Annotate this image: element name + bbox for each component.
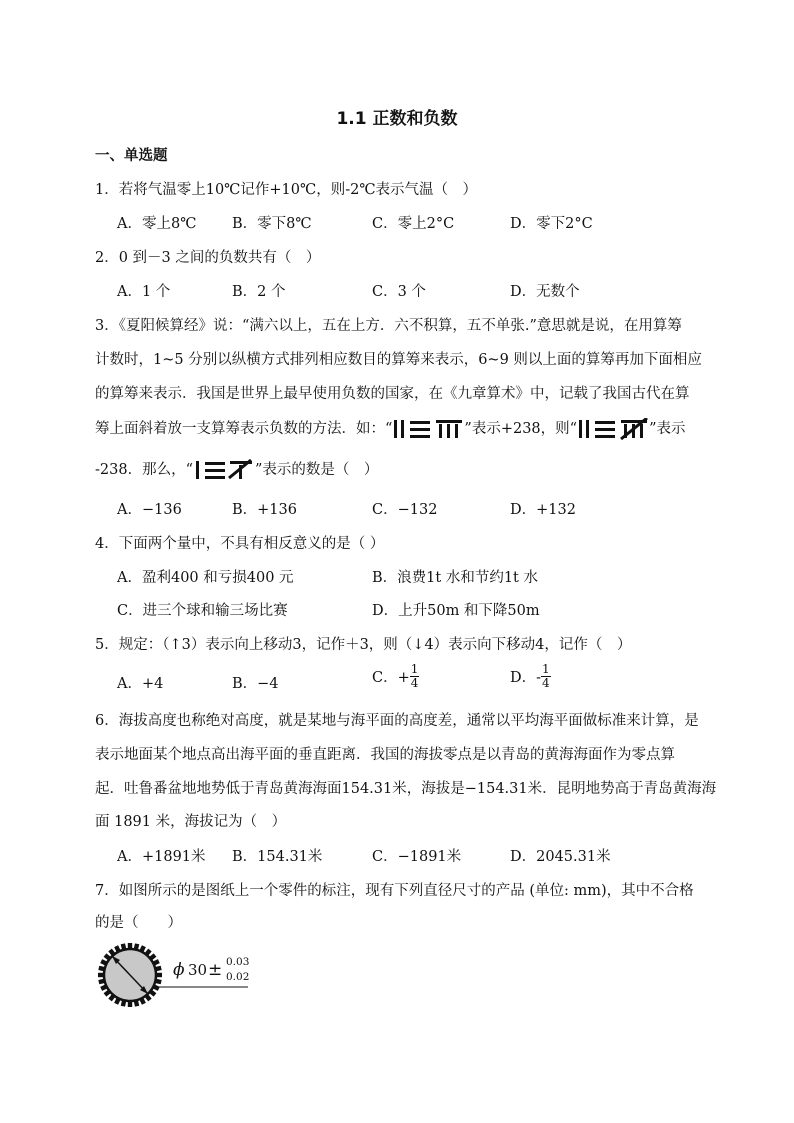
q5-option-a: A．+4 [117,676,164,692]
question-4-stem: 4．下面两个量中，不具有相反意义的是（ ） [95,536,385,552]
q4-option-c: C．进三个球和输三场比赛 [117,603,288,619]
q3-line4-text-c: ”表示 [649,421,686,437]
fraction-denominator: 4 [410,676,419,690]
q5-option-d-fraction [541,663,551,690]
q2-option-d: D．无数个 [510,284,580,300]
question-1-stem: 1．若将气温零上10℃记作+10℃，则-2℃表示气温（ ） [95,182,478,198]
question-6-line-3: 起．吐鲁番盆地地势低于青岛黄海海面154.31米，海拔是−154.31米．昆明地势高于青岛黄海海 [95,781,717,797]
q4-option-b: B．浪费1t 水和节约1t 水 [372,570,538,586]
section-heading: 一、单选题 [95,148,168,164]
q6-option-d: D．2045.31米 [510,849,611,865]
q6-option-b: B．154.31米 [232,849,323,865]
q1-option-c: C．零上2°C [372,216,455,232]
question-3-line-3: 的算筹来表示．我国是世界上最早使用负数的国家，在《九章算术》中，记载了我国古代在算 [95,386,690,402]
page-title: 1.1 正数和负数 [336,109,458,129]
q4-option-a: A．盈利400 和亏损400 元 [117,570,294,586]
question-3-line-1: 3．《夏阳候算经》说：“满六以上，五在上方．六不积算，五不单张.”意思就是说，在用算筹 [95,318,682,334]
q3-line5-text-b: ”表示的数是（ ） [255,462,379,478]
q3-option-c: C．−132 [372,502,438,518]
tolerance-upper: 0.03 [226,956,250,968]
q2-option-c: C．3 个 [372,284,426,300]
q1-option-d: D．零下2°C [510,216,593,232]
q2-option-b: B．2 个 [232,284,286,300]
question-6-line-4: 面 1891 米，海拔记为（ ） [95,814,287,830]
diameter-value: 30 [188,961,208,979]
q5-option-c-fraction [410,663,420,690]
fraction-numerator: 1 [410,662,419,676]
q5-option-d-label: D．- [510,670,542,686]
q3-line5-text-a: -238．那么，“ [95,462,193,478]
counting-rods-positive-238-icon [392,418,464,440]
question-3-line-5 [95,458,705,481]
q5-option-d [510,663,551,690]
q3-option-a: A．−136 [117,502,182,518]
fraction-denominator: 4 [542,676,550,690]
fraction-numerator: 1 [542,662,550,676]
q3-line4-text-a: 筹上面斜着放一支算筹表示负数的方法．如：“ [95,421,393,437]
q6-option-c: C．−1891米 [372,849,462,865]
q1-option-a: A．零上8℃ [117,216,197,232]
q1-option-b: B．零下8℃ [232,216,312,232]
q3-option-d: D．+132 [510,502,576,518]
tolerance-lower: 0.02 [226,971,250,983]
q3-line4-text-b: ”表示+238，则“ [464,421,578,437]
counting-rods-question-icon [193,459,255,481]
q4-option-d: D．上升50m 和下降50m [372,603,540,619]
part-tolerance-figure [98,940,268,1012]
q2-option-a: A．1 个 [117,284,171,300]
q6-option-a: A．+1891米 [117,849,206,865]
plus-minus-sign: ± [208,960,223,980]
q5-option-b: B．−4 [232,676,279,692]
counting-rods-negative-238-icon [577,418,649,440]
question-3-line-2: 计数时，1~5 分别以纵横方式排列相应数目的算筹来表示，6~9 则以上面的算筹再加下面相应 [95,352,702,368]
diameter-symbol: ϕ [173,960,185,980]
q5-option-c [372,663,419,690]
q5-option-c-label: C．+ [372,670,410,686]
question-6-line-1: 6．海拔高度也称绝对高度，就是某地与海平面的高度差，通常以平均海平面做标准来计算，是 [95,713,699,729]
question-3-line-4 [95,417,705,440]
question-2-stem: 2．0 到－3 之间的负数共有（ ） [95,250,321,266]
question-7-line-1: 7．如图所示的是图纸上一个零件的标注，现有下列直径尺寸的产品 (单位: mm)，其中不合格 [95,883,694,899]
q3-option-b: B．+136 [232,502,297,518]
question-7-line-2: 的是（ ） [95,915,182,931]
question-6-line-2: 表示地面某个地点高出海平面的垂直距离．我国的海拔零点是以青岛的黄海海面作为零点算 [95,747,675,763]
question-5-stem: 5．规定：（↑3）表示向上移动3，记作＋3，则（↓4）表示向下移动4，记作（ ） [95,637,632,653]
